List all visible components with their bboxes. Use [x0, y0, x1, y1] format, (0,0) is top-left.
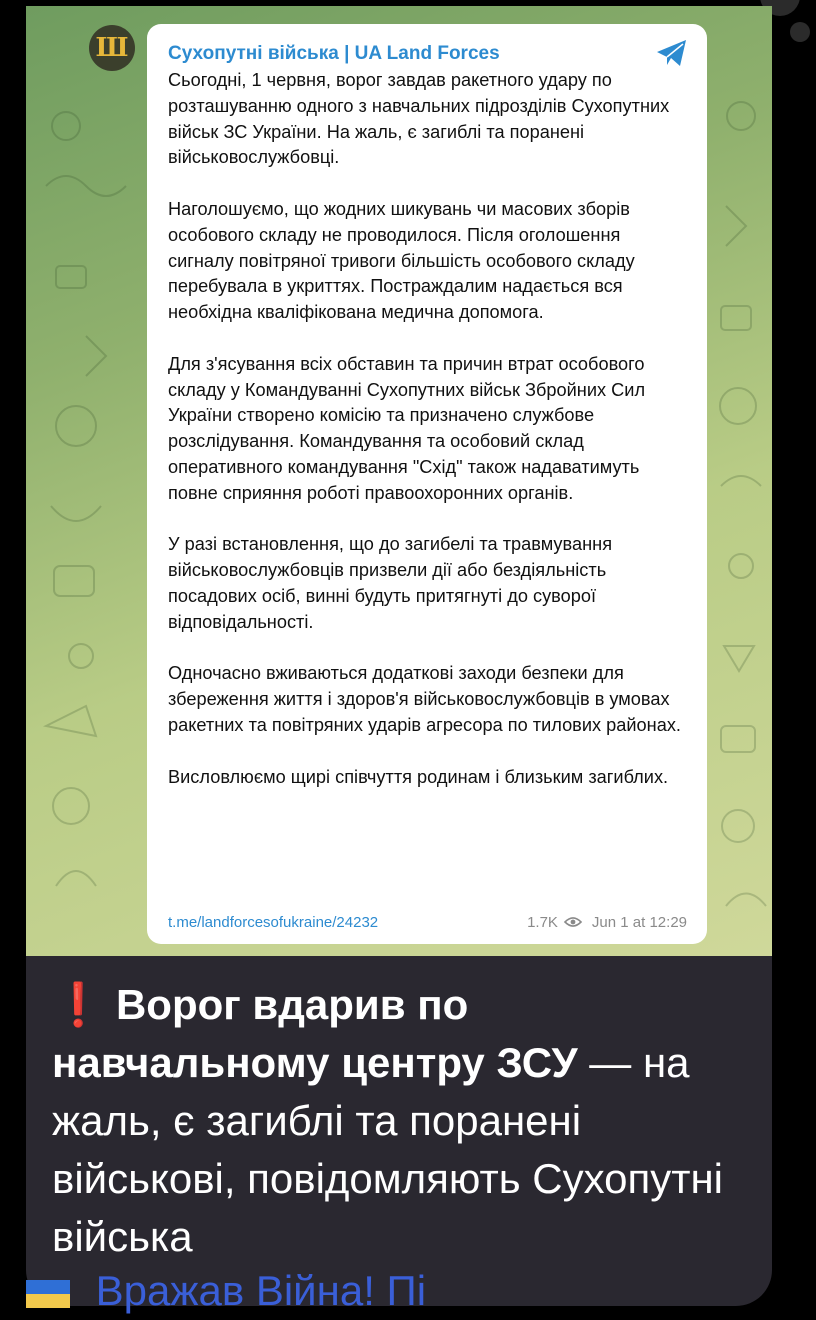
message-bubble	[147, 24, 707, 944]
eye-icon	[564, 916, 582, 928]
next-item-text: Вражав Війна! Пі	[95, 1267, 427, 1314]
alert-icon: ❗	[52, 981, 105, 1028]
post-paragraph: Висловлюємо щирі співчуття родинам і близьким загиблих.	[168, 766, 669, 787]
dot-small	[790, 22, 810, 42]
post-paragraph: Наголошуємо, що жодних шикувань чи масових зборів особового складу не проводилося. Після оголошення сигналу повітряної тривоги більшість особового складу перебувала в укриттях. Постраждалим надається вся необхідна кваліфікована медична допомога.	[168, 198, 640, 323]
view-count: 1.7K	[527, 913, 558, 931]
post-paragraph: Сьогодні, 1 червня, ворог завдав ракетного удару по розташуванню одного з навчальних підрозділів Сухопутних військ ЗС України. На жаль, є загиблі та поранені військовослужбовці.	[168, 70, 675, 168]
channel-avatar[interactable]	[89, 25, 135, 71]
next-item-preview[interactable]	[26, 1262, 426, 1320]
headline-bold: Ворог вдарив по навчальному центру ЗСУ	[52, 981, 578, 1086]
post-paragraph: У разі встановлення, що до загибелі та травмування військовослужбовців призвели дії або бездіяльність посадових осіб, винні будуть притягнуті до суворої відповідальності.	[168, 534, 618, 632]
post-footer	[168, 911, 687, 933]
story-headline[interactable]	[52, 976, 752, 1266]
telegram-screenshot	[26, 6, 772, 956]
trident-icon: Ш	[95, 33, 129, 63]
post-paragraph: Одночасно вживаються додаткові заходи безпеки для збереження життя і здоров'я військовослужбовців в умовах ракетних та повітряних ударів агресора по тилових районах.	[168, 663, 681, 735]
headline-rest: — на жаль, є загиблі та поранені військові, повідомляють Сухопутні війська	[52, 1039, 723, 1260]
post-link[interactable]: t.me/landforcesofukraine/24232	[168, 913, 379, 931]
channel-name[interactable]: Сухопутні війська | UA Land Forces	[168, 43, 500, 64]
post-meta	[527, 914, 687, 931]
post-paragraph: Для з'ясування всіх обставин та причин втрат особового складу у Командуванні Сухопутних військ Збройних Сил України створено комісію та призначено службове розслідування. Командування та особовий склад оперативного командування "Схід" також надаватимуть повне сприяння роботі правоохоронних органів.	[168, 353, 651, 503]
ukraine-flag-icon	[26, 1280, 70, 1308]
post-date: Jun 1 at 12:29	[591, 913, 687, 931]
telegram-share-icon[interactable]	[655, 38, 689, 68]
story-card	[26, 6, 772, 1306]
post-body	[168, 68, 687, 790]
